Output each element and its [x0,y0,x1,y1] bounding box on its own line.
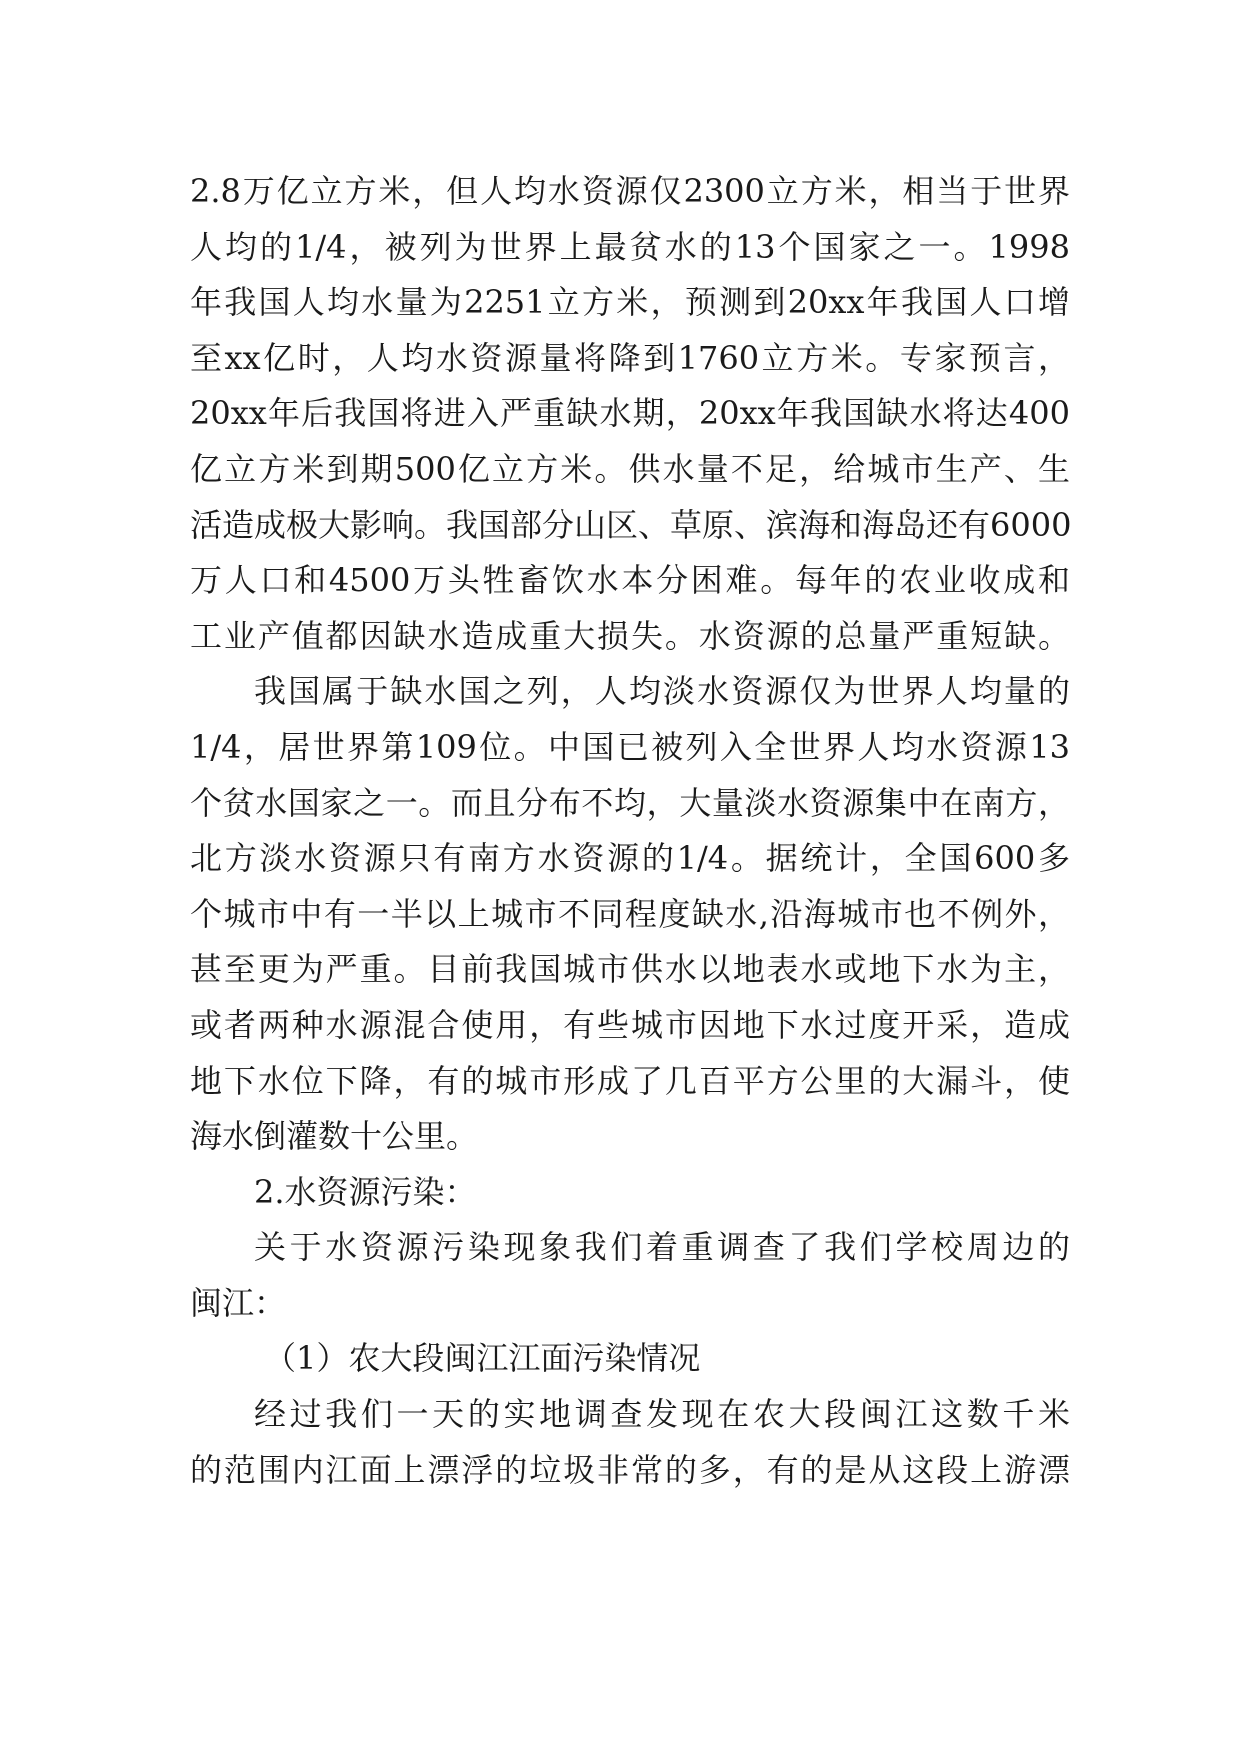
text-line: 万人口和4500万头牲畜饮水本分困难。每年的农业收成和 [190,561,1070,600]
text-line: 工业产值都因缺水造成重大损失。水资源的总量严重短缺。 [190,616,1070,655]
text-line: 亿立方米到期500亿立方米。供水量不足，给城市生产、生 [190,449,1070,488]
text-line: 海水倒灌数十公里。 [190,1117,479,1156]
text-line: 个贫水国家之一。而且分布不均，大量淡水资源集中在南方， [190,783,1070,822]
body-text [190,164,1070,1498]
text-line: 北方淡水资源只有南方水资源的1/4。据统计，全国600多 [190,839,1070,878]
text-line: 2.水资源污染： [254,1172,477,1211]
text-line: 关于水资源污染现象我们着重调查了我们学校周边的 [254,1228,1070,1267]
text-line: （1）农大段闽江江面污染情况 [264,1339,701,1378]
text-line: 地下水位下降，有的城市形成了几百平方公里的大漏斗，使 [190,1061,1070,1100]
text-line: 我国属于缺水国之列，人均淡水资源仅为世界人均量的 [254,672,1070,711]
text-line: 2.8万亿立方米，但人均水资源仅2300立方米，相当于世界 [190,172,1070,210]
text-line: 人均的1/4，被列为世界上最贫水的13个国家之一。1998 [190,227,1070,266]
text-line: 1/4，居世界第109位。中国已被列入全世界人均水资源13 [190,727,1070,766]
text-line: 闽江： [190,1283,287,1322]
text-line: 的范围内江面上漂浮的垃圾非常的多，有的是从这段上游漂 [190,1450,1070,1489]
text-line: 甚至更为严重。目前我国城市供水以地表水或地下水为主， [190,950,1070,989]
text-line: 经过我们一天的实地调查发现在农大段闽江这数千米 [254,1395,1070,1434]
text-line: 至xx亿时，人均水资源量将降到1760立方米。专家预言， [190,338,1070,377]
text-line: 年我国人均水量为2251立方米，预测到20xx年我国人口增 [190,283,1070,322]
text-line: 20xx年后我国将进入严重缺水期，20xx年我国缺水将达400 [190,394,1070,433]
text-line: 活造成极大影响。我国部分山区、草原、滨海和海岛还有6000 [190,505,1072,544]
text-line: 个城市中有一半以上城市不同程度缺水,沿海城市也不例外， [190,894,1070,933]
text-line: 或者两种水源混合使用，有些城市因地下水过度开采，造成 [190,1005,1070,1044]
